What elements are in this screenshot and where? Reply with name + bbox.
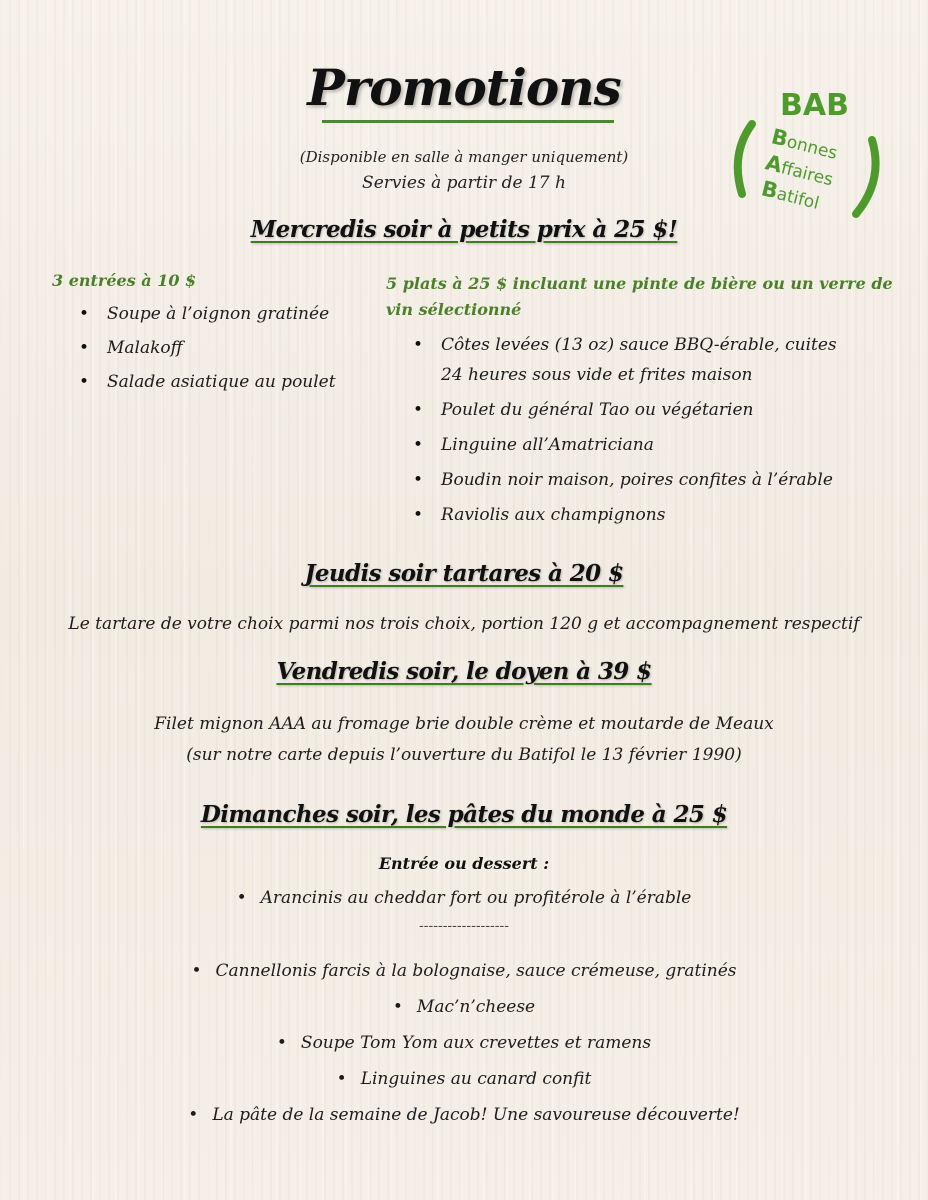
wednesday-heading: Mercredis soir à petits prix à 25 $! <box>250 216 678 243</box>
logo-abbreviation: BAB <box>780 88 849 123</box>
list-item: • Malakoff <box>107 338 336 372</box>
right-bracket-icon <box>850 136 886 222</box>
bab-logo <box>728 80 888 220</box>
list-item: • Cannellonis farcis à la bolognaise, sauce crémeuse, gratinés <box>191 961 737 981</box>
logo-word-bonnes: Bonnes <box>769 124 840 164</box>
title-underline <box>322 120 614 123</box>
list-item: • Soupe Tom Yom aux crevettes et ramens <box>276 1033 652 1053</box>
list-item: • Soupe à l’oignon gratinée <box>107 304 336 338</box>
list-item: • Côtes levées (13 oz) sauce BBQ-érable, cuites 24 heures sous vide et frites maison <box>441 330 837 395</box>
sunday-heading: Dimanches soir, les pâtes du monde à 25 $ <box>200 801 728 828</box>
list-item: • Salade asiatique au poulet <box>107 372 336 406</box>
served-time: Servies à partir de 17 h <box>362 173 566 193</box>
availability-note: (Disponible en salle à manger uniquement) <box>299 148 629 166</box>
wednesday-mains-list <box>441 330 837 535</box>
friday-heading: Vendredis soir, le doyen à 39 $ <box>276 658 652 685</box>
sunday-starter-list <box>0 888 928 908</box>
list-item: • La pâte de la semaine de Jacob! Une savoureuse découverte! <box>188 1105 740 1125</box>
left-bracket-icon <box>728 120 758 200</box>
thursday-heading: Jeudis soir tartares à 20 $ <box>304 560 624 587</box>
separator: ------------------- <box>419 918 509 934</box>
wednesday-starters-list <box>107 304 336 406</box>
page-title: Promotions <box>307 58 621 117</box>
list-item: • Raviolis aux champignons <box>441 500 837 535</box>
friday-description: Filet mignon AAA au fromage brie double crème et moutarde de Meaux <box>154 714 774 734</box>
thursday-description: Le tartare de votre choix parmi nos trois choix, portion 120 g et accompagnement respectif <box>68 614 860 634</box>
list-item: • Linguines au canard confit <box>336 1069 592 1089</box>
logo-word-batifol: Batifol <box>759 176 822 214</box>
wednesday-mains-label: 5 plats à 25 $ incluant une pinte de bière ou un verre de vin sélectionné <box>386 274 893 319</box>
wednesday-starters-label: 3 entrées à 10 $ <box>52 271 197 290</box>
list-item: • Mac’n’cheese <box>392 997 536 1017</box>
logo-word-affaires: Affaires <box>763 150 835 191</box>
list-item: • Poulet du général Tao ou végétarien <box>441 395 837 430</box>
sunday-starter-label: Entrée ou dessert : <box>378 854 550 873</box>
sunday-pasta-list <box>0 953 928 1133</box>
friday-note: (sur notre carte depuis l’ouverture du Batifol le 13 février 1990) <box>186 745 742 765</box>
list-item: • Linguine all’Amatriciana <box>441 430 837 465</box>
list-item: • Boudin noir maison, poires confites à l’érable <box>441 465 837 500</box>
list-item: • Arancinis au cheddar fort ou profitérole à l’érable <box>236 888 692 908</box>
